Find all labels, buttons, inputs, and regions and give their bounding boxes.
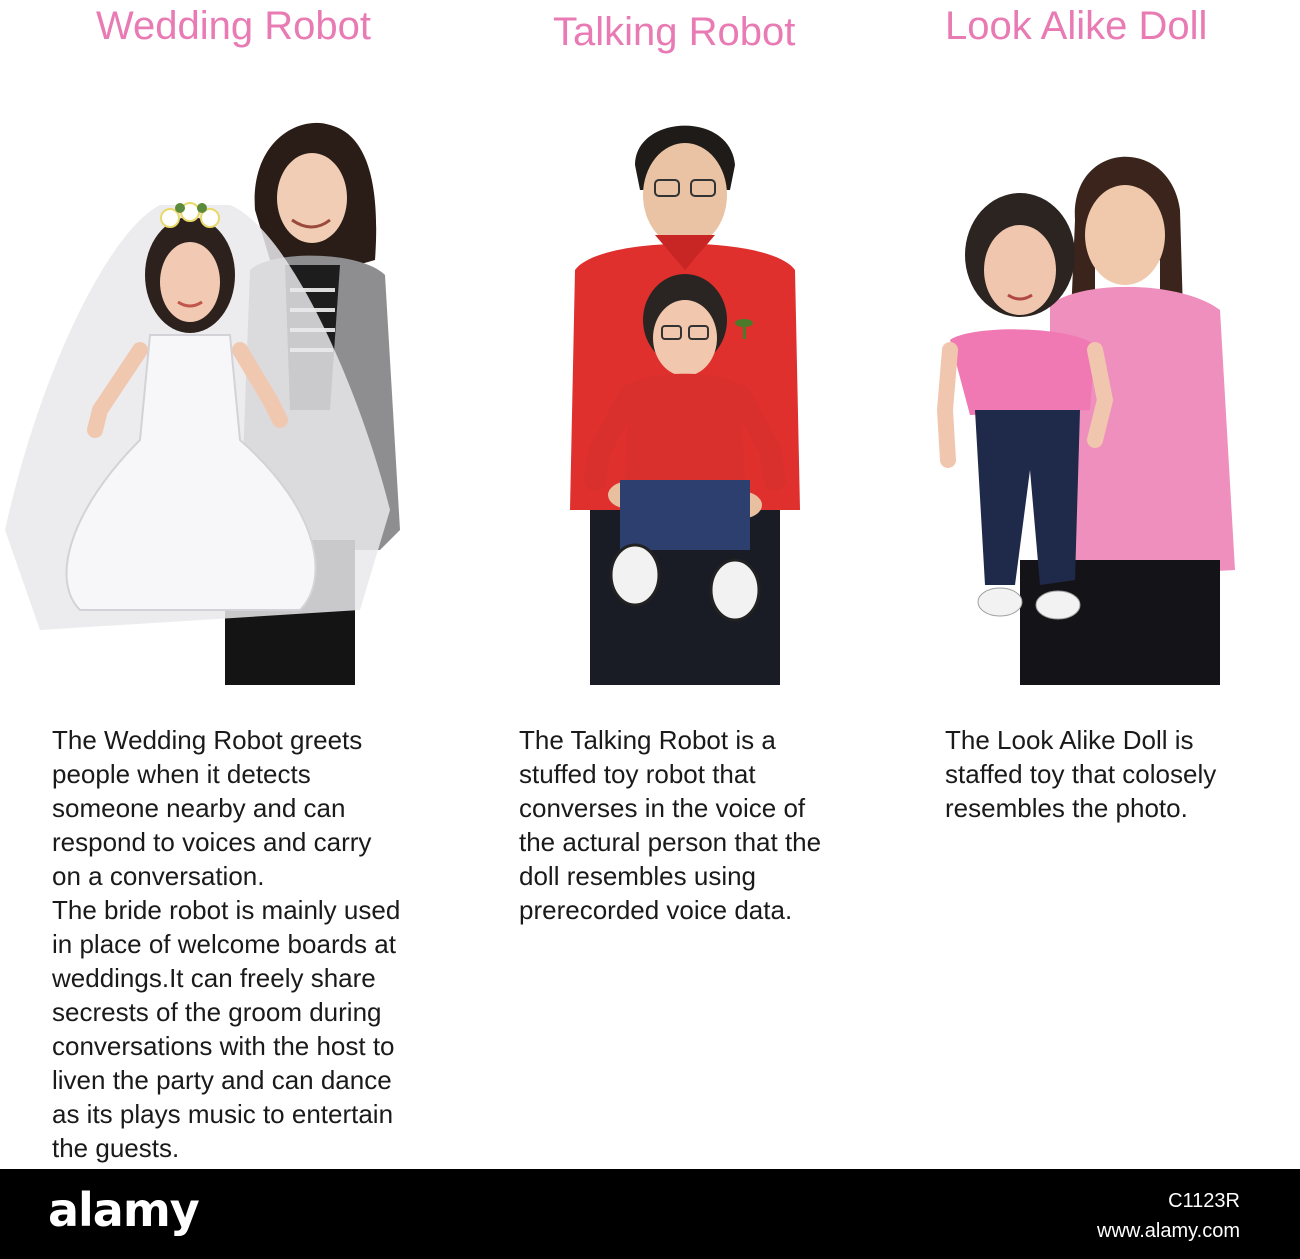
footer-bar bbox=[0, 1169, 1300, 1259]
look-alike-doll-title: Look Alike Doll bbox=[945, 4, 1208, 48]
talking-robot-description: The Talking Robot is a stuffed toy robot that converses in the voice of the actural person that the doll resembles using prerecorded voice data. bbox=[519, 725, 822, 925]
alamy-logo: alamy bbox=[48, 1183, 199, 1237]
wedding-robot-title: Wedding Robot bbox=[96, 4, 371, 48]
site-url: www.alamy.com bbox=[1097, 1220, 1240, 1242]
talking-robot-title: Talking Robot bbox=[553, 10, 796, 54]
wedding-robot-photo bbox=[0, 110, 420, 685]
look-alike-doll-description: The Look Alike Doll is staffed toy that colosely resembles the photo. bbox=[945, 725, 1217, 823]
image-id: C1123R bbox=[1168, 1190, 1240, 1212]
talking-robot-photo bbox=[560, 110, 805, 685]
look-alike-doll-photo bbox=[930, 140, 1240, 685]
wedding-robot-description: The Wedding Robot greets people when it detects someone nearby and can respond to voices and carry on a conversation. The bride robot is mainly used in place of welcome boards at weddings.It can freely share secrests of the groom during conversations with the host to liven the party and can dance as its plays music to entertain the guests. bbox=[52, 725, 401, 1163]
